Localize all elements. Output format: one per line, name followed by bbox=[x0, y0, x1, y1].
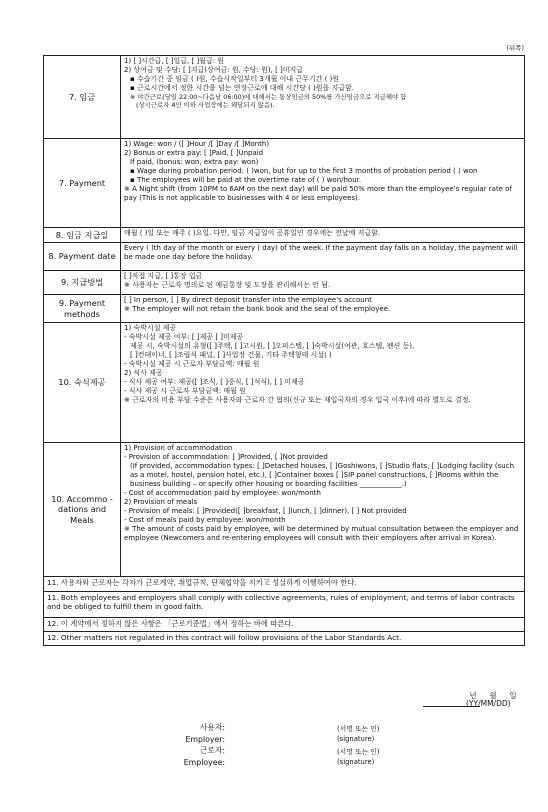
employer-label-en: Employer: bbox=[185, 734, 225, 744]
wages-ko-content bbox=[121, 56, 525, 139]
wages-ko-line: ※ 야간근로(당일 22:00~다음날 06:00)에 대해서는 통상임금의 50%를 가산임금으로 지급해야 함 bbox=[130, 92, 407, 101]
clause-11-ko: 11. 사용자와 근로자는 각자가 근로계약, 취업규칙, 단체협약을 지키고 성실하게 이행하여야 한다. bbox=[44, 577, 525, 592]
clause-11-en: 11. Both employees and employers shall comply with collective agreements, rules of employment, and terms of labor contracts and be obliged to fulfill them in good faith. bbox=[44, 592, 525, 618]
signature-block bbox=[160, 722, 420, 768]
date-format: (YY/MM/DD) bbox=[466, 699, 511, 708]
wages-en-line: 1) Wage: won / ([ ]Hour /[ ]Day /[ ]Month) bbox=[124, 140, 270, 148]
contract-date bbox=[423, 690, 523, 708]
method-en-label: 9. Payment methods bbox=[44, 295, 121, 323]
wages-en-line: If paid, (bonus: won, extra pay: won) bbox=[130, 157, 259, 166]
signature-row bbox=[160, 734, 420, 746]
signature-row bbox=[160, 722, 420, 734]
wages-en-line: ※ A Night shift (from 10PM to 6AM on the next day) will be paid 50% more than the employee's regular rate of pay (This is not applicable to businesses with 4 or less employees). bbox=[124, 184, 512, 202]
wages-ko-line: 1) [ ]시간급, [ ]일급, [ ]월급: 원 bbox=[124, 57, 225, 65]
date-day-unit: 일 bbox=[509, 691, 517, 700]
contract-table bbox=[43, 55, 525, 646]
lodging-ko-line: 1) 숙박시설 제공 bbox=[124, 324, 177, 332]
employer-label-ko: 사용자: bbox=[199, 723, 225, 733]
wages-ko-line: ▪ 근로시간에서 정한 시간을 넘는 연장근로에 대해 시간당 ( )원을 지급함. bbox=[130, 83, 355, 92]
wages-ko-line: (상시근로자 4인 이하 사업장에는 해당되지 않음). bbox=[136, 101, 275, 109]
payday-ko-row bbox=[44, 228, 525, 243]
wages-ko-label: 7. 임금 bbox=[44, 56, 121, 139]
wages-en-line: 2) Bonus or extra pay: [ ]Paid, [ ]Unpaid bbox=[124, 148, 264, 157]
signature-row bbox=[160, 745, 420, 757]
lodging-en-row bbox=[44, 443, 525, 577]
lodging-en-line: 1) Provision of accommodation bbox=[124, 444, 233, 452]
clause-12-en-row bbox=[44, 632, 525, 646]
lodging-ko-line: - 식사 제공 시 근로자 부담금액: 매월 원 bbox=[124, 386, 246, 395]
page-side-label: (뒤쪽) bbox=[506, 44, 524, 52]
method-ko-line: [ ]직접 지급, [ ]통장 입금 bbox=[124, 272, 203, 280]
wages-en-line: ▪ Wage during probation period: ( )won, but for up to the first 3 months of probation period ( ) won bbox=[130, 166, 478, 175]
employee-label-ko: 근로자: bbox=[199, 746, 225, 756]
date-year-unit: 년 bbox=[469, 691, 477, 700]
method-ko-content bbox=[121, 271, 525, 295]
lodging-ko-content bbox=[121, 323, 525, 443]
lodging-en-line: ※ The amount of costs paid by employee, will be determined by mutual consultation between the employer and employee (Newcomers and re-entering employees will consult with their employers after arrival in Korea). bbox=[124, 524, 519, 542]
clause-11-ko-row bbox=[44, 577, 525, 592]
payday-ko-label: 8. 임금 지급일 bbox=[44, 228, 121, 243]
wages-en-label: 7. Payment bbox=[44, 139, 121, 228]
lodging-en-line: - Cost of accommodation paid by employee: won/month bbox=[124, 488, 321, 497]
lodging-ko-line: 2) 식사 제공 bbox=[124, 368, 163, 377]
lodging-en-content bbox=[121, 443, 525, 577]
wages-en-content bbox=[121, 139, 525, 228]
employer-signature-ko: (서명 또는 인) bbox=[337, 724, 380, 733]
employer-signature-en: (signature) bbox=[337, 735, 375, 744]
method-en-row bbox=[44, 295, 525, 323]
lodging-en-line: - Provision of meals: [ ]Provided([ ]breakfast, [ ]lunch, [ ]dinner), [ ] Not provided bbox=[124, 506, 407, 515]
wages-en-row bbox=[44, 139, 525, 228]
lodging-ko-line: - 숙박시설 제공 여부: [ ]제공 [ ]미제공 bbox=[124, 332, 244, 341]
wages-ko-line: ▪ 수습기간 중 임금 ( )원, 수습시작일부터 3개월 이내 근무기간 ( )원 bbox=[130, 74, 340, 83]
lodging-en-label: 10. Accommo -dations and Meals bbox=[44, 443, 121, 577]
clause-12-ko-row bbox=[44, 618, 525, 632]
method-ko-label: 9. 지급방법 bbox=[44, 271, 121, 295]
method-en-content bbox=[121, 295, 525, 323]
signature-row bbox=[160, 757, 420, 769]
payday-en-row bbox=[44, 243, 525, 271]
employee-label-en: Employee: bbox=[183, 757, 225, 767]
employee-signature-ko: (서명 또는 인) bbox=[337, 747, 380, 756]
wages-ko-row bbox=[44, 56, 525, 139]
clause-11-en-row bbox=[44, 592, 525, 618]
lodging-en-line: - Provision of accommodation: [ ]Provided, [ ]Not provided bbox=[124, 452, 328, 461]
date-month-unit: 월 bbox=[489, 691, 497, 700]
method-en-line: ※ The employer will not retain the bank book and the seal of the employee. bbox=[124, 304, 391, 313]
wages-ko-line: 2) 상여금 및 수당: [ ]지급(상여금: 원, 수당: 원), [ ]미지급 bbox=[124, 65, 304, 74]
lodging-en-line: (If provided, accommodation types: [ ]Detached houses, [ ]Goshiwons, [ ]Studio flats, [ ]Lodging facility (such as a motel, hostel, pension hotel, etc.), [ ]Container boxes [ ]SIP panel constructions, [ ]Rooms within the business building – or specify other housing or boarding facilities ____________.) bbox=[130, 461, 515, 488]
payday-en-text: Every ( )th day of the month or every ( day) of the week. If the payment day falls on a holiday, the payment will be made one day before the holiday. bbox=[121, 243, 525, 271]
lodging-ko-row bbox=[44, 323, 525, 443]
method-ko-row bbox=[44, 271, 525, 295]
lodging-ko-line: [ ]컨테이너, [ ]조립식 패널, [ ]사업장 건물, 기타 주택형태 시설( ) bbox=[130, 350, 332, 359]
wages-en-line: ▪ The employees will be paid at the overtime rate of ( ) won/hour. bbox=[130, 175, 362, 184]
payday-ko-text: 매월 ( )일 또는 매주 ( )요일. 다만, 임금 지급일이 공휴일인 경우에는 전날에 지급함. bbox=[121, 228, 525, 243]
clause-12-ko: 12. 이 계약에서 정하지 않은 사항은 「근로기준법」에서 정하는 바에 따른다. bbox=[44, 618, 525, 632]
lodging-ko-line: 제공 시, 숙박시설의 유형([ ]주택, [ ]고시원, [ ]오피스텔, [ ]숙박시설(여관, 호스텔, 펜션 등), bbox=[130, 341, 415, 350]
lodging-en-line: 2) Provision of meals bbox=[124, 497, 198, 506]
lodging-en-line: - Cost of meals paid by employee: won/month bbox=[124, 515, 286, 524]
method-en-line: [ ] In person, [ ] By direct deposit transfer into the employee's account bbox=[124, 296, 372, 304]
clause-12-en: 12. Other matters not regulated in this contract will follow provisions of the Labor Standards Act. bbox=[44, 632, 525, 646]
method-ko-line: ※ 사용자는 근로자 명의로 된 예금통장 및 도장을 관리해서는 안 됨. bbox=[124, 280, 331, 289]
lodging-ko-line: ※ 근로자의 비용 부담 수준은 사용자와 근로자 간 협의(신규 또는 재입국자의 경우 입국 이후)에 따라 별도로 결정. bbox=[124, 395, 471, 404]
lodging-ko-line: - 숙박시설 제공 시 근로자 부담금액: 매월 원 bbox=[124, 359, 260, 368]
employee-signature-en: (signature) bbox=[337, 758, 375, 767]
payday-en-label: 8. Payment date bbox=[44, 243, 121, 271]
lodging-ko-label: 10. 숙식제공 bbox=[44, 323, 121, 443]
lodging-ko-line: - 식사 제공 여부: 제공([ ]조식, [ ]중식, [ ]석식), [ ] 미제공 bbox=[124, 377, 305, 386]
